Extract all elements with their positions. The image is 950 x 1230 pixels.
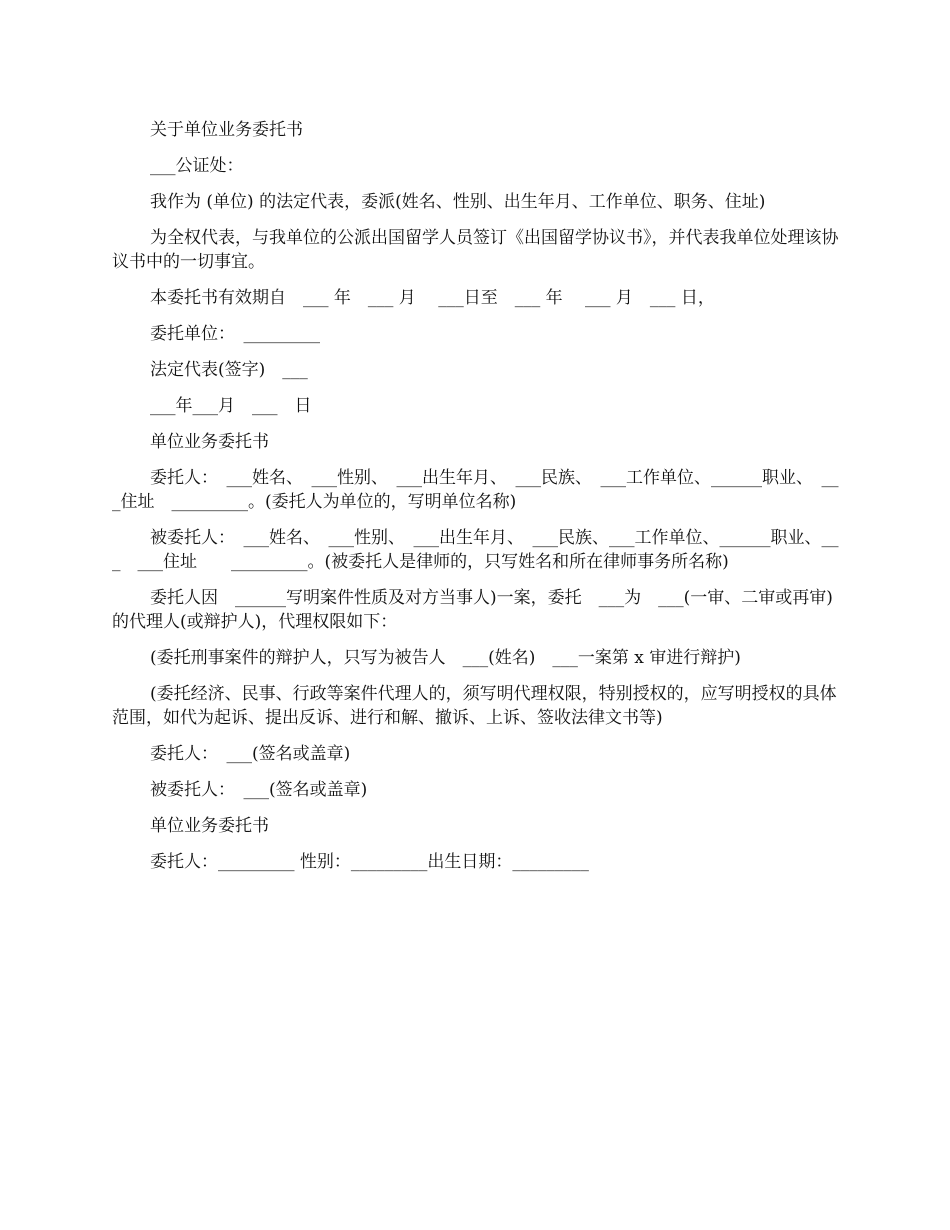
civil-agency-note: (委托经济、民事、行政等案件代理人的，须写明代理权限，特别授权的，应写明授权的具体范围，如代为起诉、提出反诉、进行和解、撤诉、上诉、签收法律文书等) <box>112 684 837 728</box>
appointment-statement: 我作为 (单位) 的法定代表，委派(姓名、性别、出生年月、工作单位、职务、住址) <box>150 192 766 212</box>
case-entrustment-paragraph: 委托人因 ______写明案件性质及对方当事人)一案，委托 ___为 ___(一审、二审或再审)的代理人(或辩护人)，代理权限如下： <box>112 588 833 632</box>
criminal-defense-note: (委托刑事案件的辩护人，只写为被告人 ___(姓名) ___一案第 x 审进行辩护) <box>150 648 741 668</box>
principal-signature-line: 委托人： ___(签名或盖章) <box>150 744 351 764</box>
principal-info-paragraph: 委托人： ___姓名、 ___性别、 ___出生年月、 ___民族、 ___工作单位、______职业、 ___住址 _________。(委托人为单位的，写明单位名称) <box>112 468 839 512</box>
agent-info-paragraph: 被委托人： ___姓名、 ___性别、 ___出生年月、 ___民族、___工作单位、______职业、___ ___住址 _________。(被委托人是律师的，只写姓名和所在律师事务所名称) <box>112 528 839 572</box>
validity-period-line: 本委托书有效期自 ___ 年 ___ 月 ___日至 ___ 年 ___ 月 ___ 日， <box>150 288 715 308</box>
authority-statement: 为全权代表，与我单位的公派出国留学人员签订《出国留学协议书》，并代表我单位处理该协议书中的一切事宜。 <box>112 228 839 272</box>
entrusting-unit-line: 委托单位： _________ <box>150 324 320 344</box>
section-heading: 单位业务委托书 <box>150 432 269 452</box>
legal-representative-signature-line: 法定代表(签字) ___ <box>150 360 308 380</box>
section-heading: 单位业务委托书 <box>150 816 269 836</box>
date-line: ___年___月 ___ 日 <box>150 396 312 416</box>
principal-details-line: 委托人：_________ 性别：_________出生日期：_________ <box>150 852 589 872</box>
notary-office-line: ___公证处： <box>150 156 244 176</box>
document-title: 关于单位业务委托书 <box>150 120 303 140</box>
agent-signature-line: 被委托人： ___(签名或盖章) <box>150 780 368 800</box>
document-page <box>112 118 842 886</box>
